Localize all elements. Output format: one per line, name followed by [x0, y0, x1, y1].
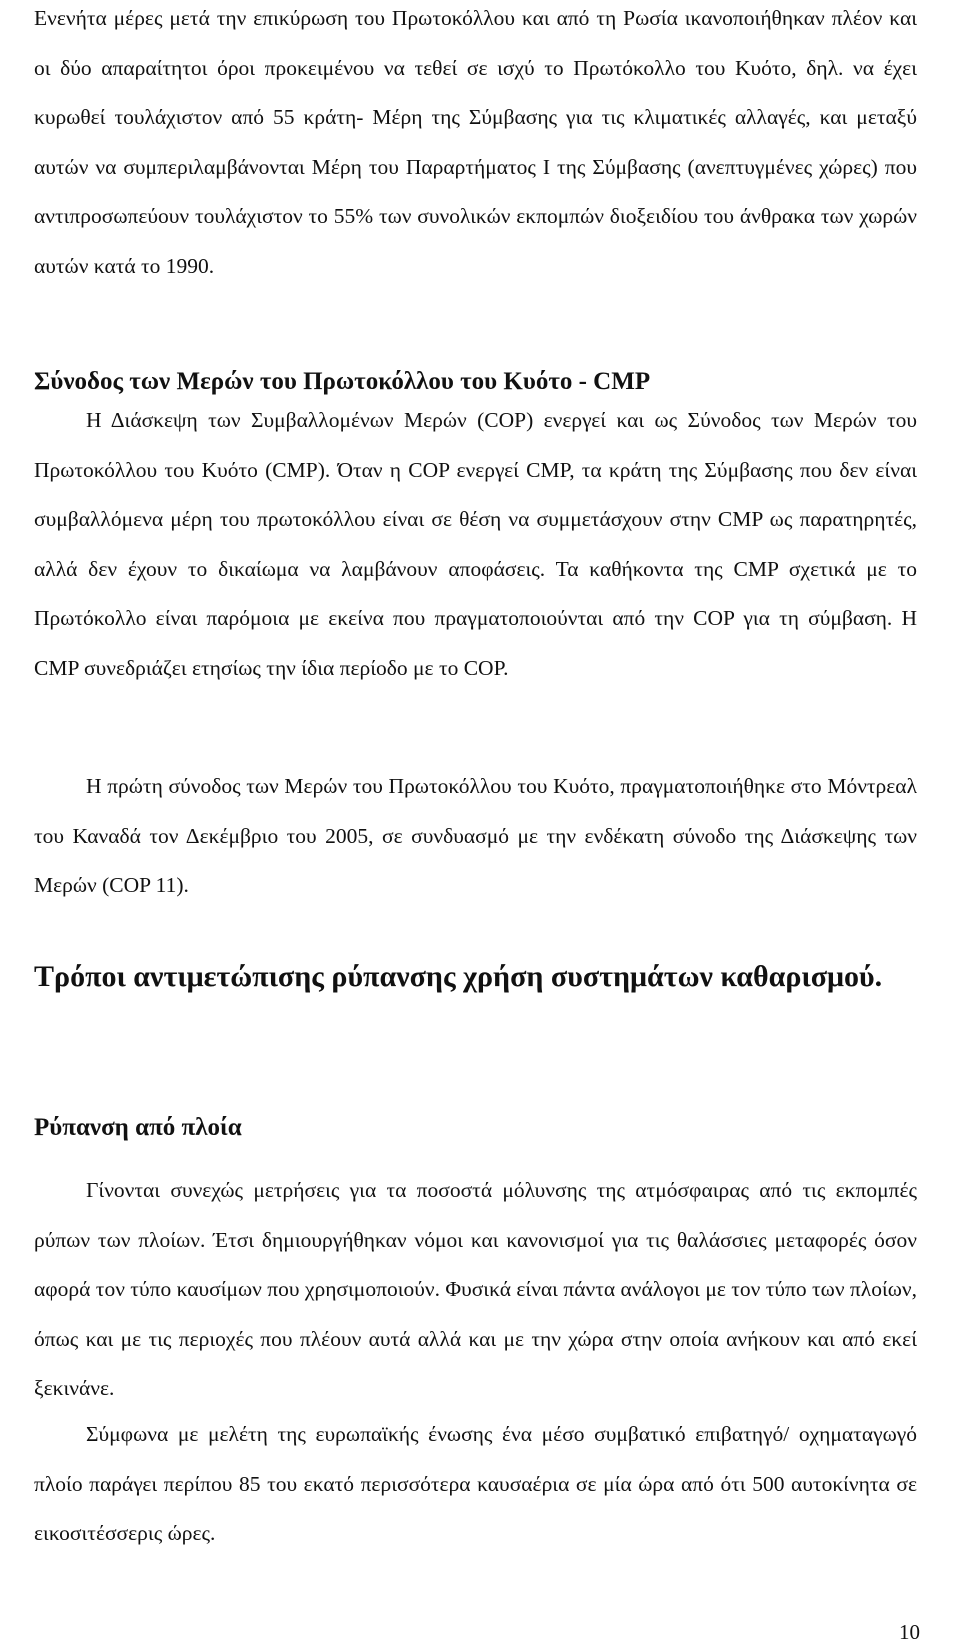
heading-pollution-methods: Τρόποι αντιμετώπισης ρύπανσης χρήση συστημάτων καθαρισμού. — [34, 960, 883, 993]
paragraph-ship-measurements: Γίνονται συνεχώς μετρήσεις για τα ποσοστά μόλυνσης της ατμόσφαιρας από τις εκπομπές ρύπων των πλοίων. Έτσι δημιουργήθηκαν νόμοι και κανονισμοί για τις θαλάσσιες μεταφορές όσον αφορά τον τύπο καυσίμων που χρησιμοποιούν. Φυσικά είναι πάντα ανάλογοι με τον τύπο των πλοίων, όπως και με τις περιοχές που πλέουν αυτά αλλά και με την χώρα στην οποία ανήκουν και από εκεί ξεκινάνε. — [34, 1178, 917, 1400]
paragraph-kyoto-ratification: Ενενήτα μέρες μετά την επικύρωση του Πρωτοκόλλου και από τη Ρωσία ικανοποιήθηκαν πλέον και οι δύο απαραίτητοι όροι προκειμένου να τεθεί σε ισχύ το Πρωτόκολλο του Κυότο, δηλ. να έχει κυρωθεί τουλάχιστον από 55 κράτη- Μέρη της Σύμβασης για τις κλιματικές αλλαγές, και μεταξύ αυτών να συμπεριλαμβάνονται Μέρη του Παραρτήματος Ι της Σύμβασης (ανεπτυγμένες χώρες) που αντιπροσωπεύουν τουλάχιστον το 55% των συνολικών εκπομπών διοξειδίου του άνθρακα των χωρών αυτών κατά το 1990. — [34, 6, 917, 278]
heading-ship-pollution: Ρύπανση από πλοία — [34, 1114, 242, 1141]
heading-cmp: Σύνοδος των Μερών του Πρωτοκόλλου του Κυότο - CMP — [34, 368, 651, 395]
paragraph-eu-study: Σύμφωνα με μελέτη της ευρωπαϊκής ένωσης ένα μέσο συμβατικό επιβατηγό/ οχηματαγωγό πλοίο παράγει περίπου 85 του εκατό περισσότερα καυσαέρια σε μία ώρα από ότι 500 αυτοκίνητα σε εικοσιτέσσερις ώρες. — [34, 1422, 917, 1545]
paragraph-first-session: Η πρώτη σύνοδος των Μερών του Πρωτοκόλλου του Κυότο, πραγματοποιήθηκε στο Μόντρεαλ του Καναδά τον Δεκέμβριο του 2005, σε συνδυασμό με την ενδέκατη σύνοδο της Διάσκεψης των Μερών (COP 11). — [34, 774, 917, 897]
page-number: 10 — [899, 1620, 920, 1644]
paragraph-cmp-description: Η Διάσκεψη των Συμβαλλομένων Μερών (COP) ενεργεί και ως Σύνοδος των Μερών του Πρωτοκόλλου του Κυότο (CMP). Όταν η COP ενεργεί CMP, τα κράτη της Σύμβασης που δεν είναι συμβαλλόμενα μέρη του πρωτοκόλλου είναι σε θέση να συμμετάσχουν στην CMP ως παρατηρητές, αλλά δεν έχουν το δικαίωμα να λαμβάνουν αποφάσεις. Τα καθήκοντα της CMP σχετικά με το Πρωτόκολλο είναι παρόμοια με εκείνα που πραγματοποιούνται από την COP για τη σύμβαση. Η CMP συνεδριάζει ετησίως την ίδια περίοδο με το COP. — [34, 408, 917, 680]
